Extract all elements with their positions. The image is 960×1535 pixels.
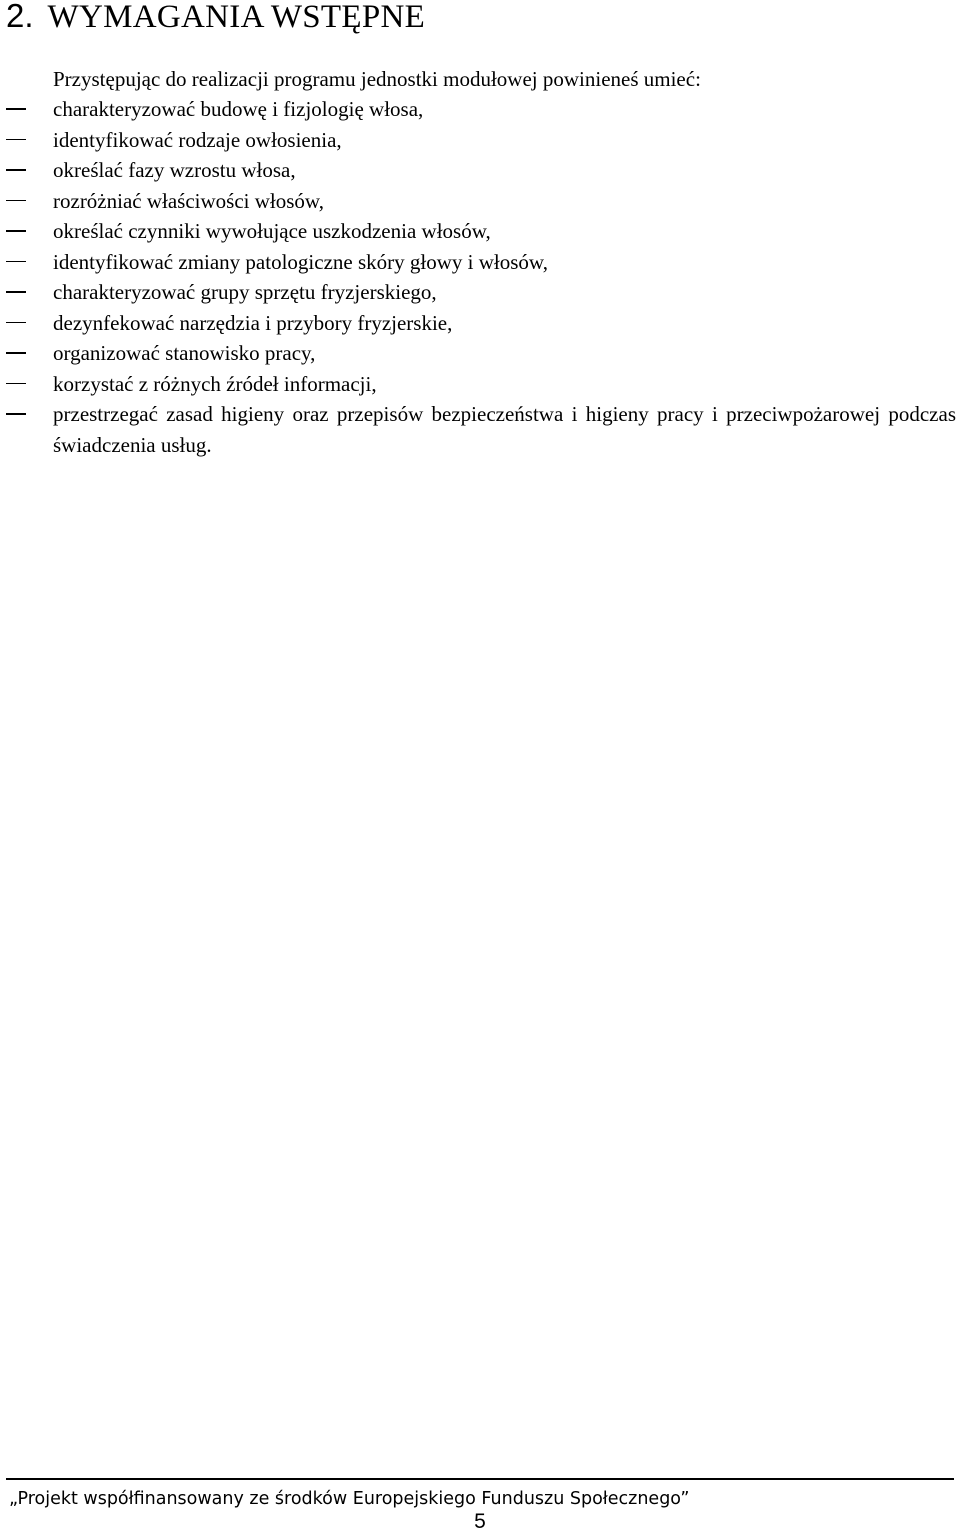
requirements-list — [0, 94, 956, 460]
dash-bullet — [6, 322, 26, 324]
list-item — [0, 216, 956, 247]
page-number: 5 — [474, 1510, 486, 1533]
list-item — [0, 155, 956, 186]
dash-bullet — [6, 261, 26, 263]
list-item-text: identyfikować zmiany patologiczne skóry głowy i włosów, — [53, 249, 548, 274]
section-heading — [6, 0, 425, 39]
dash-bullet — [6, 383, 26, 385]
list-item — [0, 277, 956, 308]
list-item-text: charakteryzować grupy sprzętu fryzjerskiego, — [53, 280, 437, 304]
list-item-text: przestrzegać zasad higieny oraz przepisów bezpieczeństwa i higieny pracy i przeciwpożarowej podczas świadczenia usług. — [53, 402, 956, 457]
list-item — [0, 369, 956, 400]
list-item — [0, 338, 956, 369]
list-item — [0, 247, 956, 278]
list-item-text: dezynfekować narzędzia i przybory fryzjerskie, — [53, 310, 453, 335]
dash-bullet — [6, 139, 26, 141]
intro-text: Przystępując do realizacji programu jednostki modułowej powinieneś umieć: — [53, 67, 701, 91]
list-item-text: charakteryzować budowę i fizjologię włosa, — [53, 97, 424, 121]
list-item-text: organizować stanowisko pracy, — [53, 341, 316, 365]
dash-bullet — [6, 200, 26, 202]
footer-project-note: „Projekt współfinansowany ze środków Europejskiego Funduszu Społecznego” — [9, 1489, 690, 1509]
dash-bullet — [6, 352, 26, 354]
list-item — [0, 308, 956, 339]
section-number: 2. — [6, 0, 34, 34]
dash-bullet — [6, 169, 26, 171]
list-item-text: określać czynniki wywołujące uszkodzenia włosów, — [53, 219, 491, 243]
dash-bullet — [6, 413, 26, 415]
dash-bullet — [6, 230, 26, 232]
list-item-text: identyfikować rodzaje owłosienia, — [53, 127, 342, 152]
section-title: WYMAGANIA WSTĘPNE — [47, 0, 426, 35]
list-item — [0, 186, 956, 217]
dash-bullet — [6, 108, 26, 110]
list-item-text: rozróżniać właściwości włosów, — [53, 188, 324, 213]
dash-bullet — [6, 291, 26, 293]
list-item — [0, 94, 956, 125]
list-item — [0, 399, 956, 460]
list-item-text: korzystać z różnych źródeł informacji, — [53, 371, 377, 396]
footer-divider — [6, 1478, 954, 1480]
list-item-text: określać fazy wzrostu włosa, — [53, 158, 296, 182]
list-item — [0, 125, 956, 156]
